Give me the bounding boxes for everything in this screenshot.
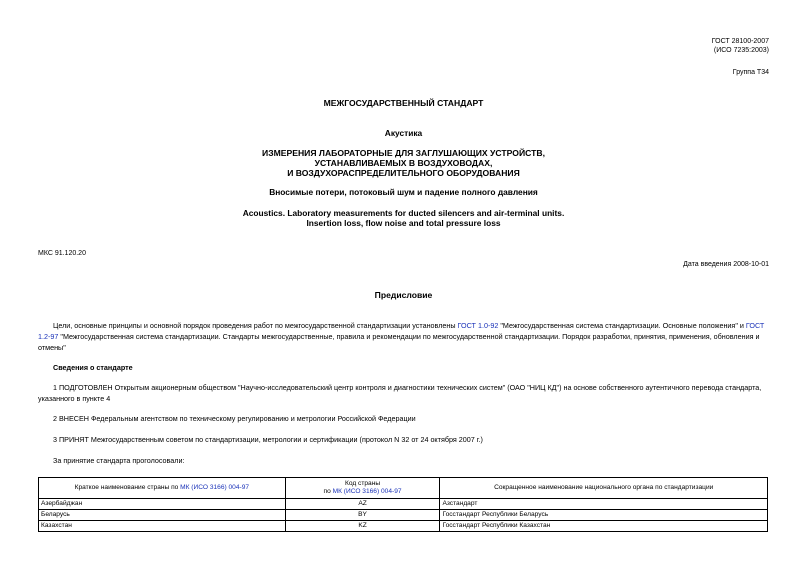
country-cell: Казахстан <box>39 521 286 532</box>
preface-paragraph-1 <box>38 320 768 331</box>
item-2: 2 ВНЕСЕН Федеральным агентством по техническому регулированию и метрологии Российской Федерации <box>53 414 416 423</box>
gost-number: ГОСТ 28100-2007 <box>711 38 769 45</box>
preface-paragraph-1-end: отмены" <box>38 343 66 352</box>
preface-heading: Предисловие <box>374 290 433 300</box>
standard-info-heading: Сведения о стандарте <box>53 363 133 372</box>
preface-text: Цели, основные принципы и основной порядок проведения работ по межгосударственной стандартизации установлены <box>53 321 458 330</box>
body-column-header: Сокращенное наименование национального органа по стандартизации <box>440 478 768 499</box>
iso-reference: (ИСО 7235:2003) <box>713 47 769 54</box>
code-cell: AZ <box>285 499 440 510</box>
body-cell: Азстандарт <box>440 499 768 510</box>
gost-1-2-97-link[interactable]: ГОСТ <box>745 321 765 330</box>
item-1-cont: указанного в пункте 4 <box>38 394 111 403</box>
table-header-row <box>39 478 768 499</box>
english-title-line-2: Insertion loss, flow noise and total pressure loss <box>306 218 501 228</box>
mks-code: МКС 91.120.20 <box>38 250 86 257</box>
item-3: 3 ПРИНЯТ Межгосударственным советом по стандартизации, метрологии и сертификации (протокол N 32 от 24 октября 2007 г.) <box>53 435 483 444</box>
code-cell: BY <box>285 510 440 521</box>
table-row <box>39 499 768 510</box>
main-title-line-3: И ВОЗДУХОРАСПРЕДЕЛИТЕЛЬНОГО ОБОРУДОВАНИЯ <box>287 168 520 178</box>
gost-1-2-97-link-cont[interactable]: 1.2-97 <box>38 332 59 341</box>
header-text: по <box>323 488 333 495</box>
voted-intro: За принятие стандарта проголосовали: <box>53 456 185 465</box>
body-cell: Госстандарт Республики Казахстан <box>440 521 768 532</box>
preface-text: "Межгосударственная система стандартизации. Основные положения" и <box>498 321 746 330</box>
code-column-header <box>285 478 440 499</box>
standard-kind-heading: МЕЖГОСУДАРСТВЕННЫЙ СТАНДАРТ <box>323 98 484 108</box>
preface-text: "Межгосударственная система стандартизации. Стандарты межгосударственные, правила и рекомендации по межгосударственной стандартизации. Порядок разработки, принятия, применения, обновления и <box>58 332 760 341</box>
header-text: Код страны <box>345 480 381 487</box>
english-title-line-1: Acoustics. Laboratory measurements for ducted silencers and air-terminal units. <box>242 208 565 218</box>
introduction-date: Дата введения 2008-10-01 <box>683 261 769 268</box>
group-label: Группа Т34 <box>732 69 769 76</box>
mk-iso-3166-link[interactable]: МК (ИСО 3166) 004-97 <box>332 488 402 495</box>
header-text: Краткое наименование страны по <box>74 484 181 491</box>
item-1: 1 ПОДГОТОВЛЕН Открытым акционерным обществом "Научно-исследовательский центр контроля и диагностики технических систем" (ОАО "НИЦ КД") на основе собственного аутентичного перевода стандарта, <box>53 383 762 392</box>
main-title-line-2: УСТАНАВЛИВАЕМЫХ В ВОЗДУХОВОДАХ, <box>314 158 493 168</box>
preface-paragraph-1-cont <box>38 331 768 342</box>
gost-1-0-92-link[interactable]: ГОСТ 1.0-92 <box>457 321 499 330</box>
country-cell: Беларусь <box>39 510 286 521</box>
table-row <box>39 521 768 532</box>
table-row <box>39 510 768 521</box>
countries-table <box>38 477 768 532</box>
topic-heading: Акустика <box>384 128 423 138</box>
country-cell: Азербайджан <box>39 499 286 510</box>
subtitle: Вносимые потери, потоковый шум и падение полного давления <box>269 187 538 197</box>
code-cell: KZ <box>285 521 440 532</box>
mk-iso-3166-link[interactable]: МК (ИСО 3166) 004-97 <box>180 484 250 491</box>
main-title-line-1: ИЗМЕРЕНИЯ ЛАБОРАТОРНЫЕ ДЛЯ ЗАГЛУШАЮЩИХ УСТРОЙСТВ, <box>262 148 545 158</box>
body-cell: Госстандарт Республики Беларусь <box>440 510 768 521</box>
country-column-header <box>39 478 286 499</box>
